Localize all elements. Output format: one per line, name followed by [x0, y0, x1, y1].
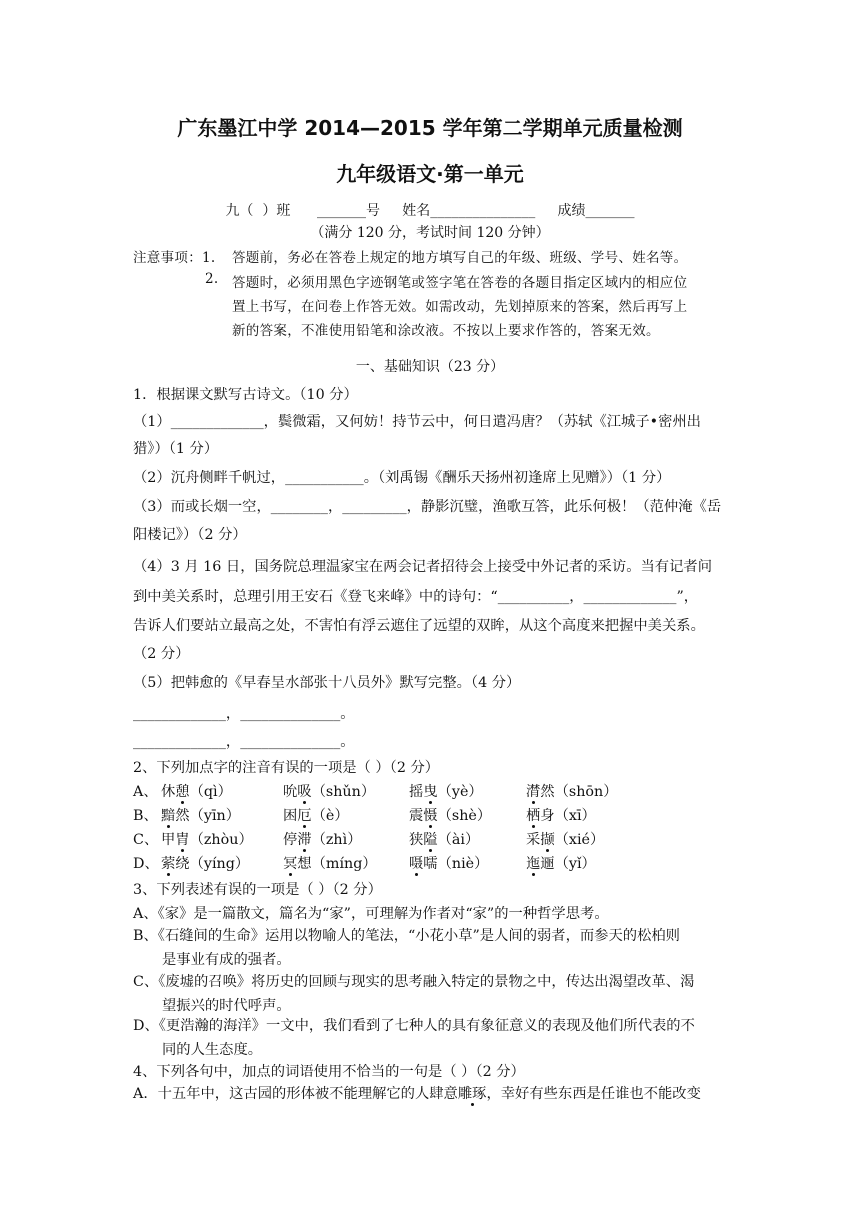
dotted-char: 潸 — [526, 784, 541, 800]
dotted-char: 嗫 — [409, 856, 424, 872]
dotted-char: 厄 — [297, 808, 312, 824]
dotted-char: 栖 — [526, 808, 541, 824]
word-part: （shè） — [437, 808, 492, 824]
word-part: 想（míng） — [297, 856, 377, 872]
word-part: 然（shōn） — [540, 784, 618, 800]
word-part: 停 — [283, 832, 298, 848]
q2-word-d — [526, 853, 596, 873]
word-part: （zhòu） — [189, 832, 253, 848]
dotted-char: 冥 — [283, 856, 298, 872]
q3-stem: 3、下列表述有误的一项是（ ）（2 分） — [133, 882, 382, 898]
q2-option-letter: D、 — [133, 856, 159, 872]
word-part: 逦（yǐ） — [540, 856, 596, 872]
q3-option-a: A、《家》是一篇散文，篇名为“家”，可理解为作者对“家”的一种哲学思考。 — [133, 906, 609, 922]
q1-stem: 1．根据课文默写古诗文。（10 分） — [133, 387, 358, 403]
word-part: （è） — [311, 808, 349, 824]
q2-option-letter: A、 — [133, 784, 158, 800]
word-part: 绕（yíng） — [175, 856, 250, 872]
notice-item-2-num: 2. — [205, 271, 219, 287]
word-part: （ài） — [437, 832, 480, 848]
q2-word-a — [161, 829, 253, 849]
q1-part3-line1: （3）而或长烟一空，________，_________，静影沉璧，渔歌互答，此乐何极！（范仲淹《岳 — [133, 499, 722, 515]
word-part: 摇 — [409, 784, 424, 800]
q3-option-c-line2: 望振兴的时代呼声。 — [162, 998, 291, 1014]
q4-stem: 4、下列各句中，加点的词语使用不恰当的一句是（ ）（2 分） — [133, 1064, 525, 1080]
q1-blank-line2: _____________，______________。 — [133, 734, 355, 750]
word-part: 然（yīn） — [175, 808, 241, 824]
q2-option-letter: C、 — [133, 832, 159, 848]
q1-part5: （5）把韩愈的《早春呈水部张十八员外》默写完整。（4 分） — [133, 675, 521, 691]
dotted-char: 迤 — [526, 856, 541, 872]
q2-word-b — [283, 829, 362, 849]
q2-word-b — [283, 805, 349, 825]
word-part: （yè） — [437, 784, 483, 800]
dotted-char: 曳 — [423, 784, 438, 800]
q1-part4-line1: （4）3 月 16 日，国务院总理温家宝在两会记者招待会上接受中外记者的采访。当有记者问 — [133, 559, 712, 575]
q2-stem: 2、下列加点字的注音有误的一项是（ ）（2 分） — [133, 760, 440, 776]
notice-item-2-line-3: 新的答案，不准使用铅笔和涂改液。不按以上要求作答的，答案无效。 — [232, 323, 660, 339]
q2-word-a — [161, 853, 249, 873]
q1-part1-line2: 猎》）（1 分） — [133, 441, 219, 457]
q4-dotted-word: 雕琢 — [457, 1086, 487, 1102]
q2-word-b — [283, 853, 377, 873]
word-part: 休 — [161, 784, 176, 800]
student-info-line: 九（ ）班 _______号 姓名_______________ 成绩_______ — [225, 203, 635, 219]
q2-word-c — [409, 853, 488, 873]
word-part: 困 — [283, 808, 298, 824]
word-part: （qì） — [189, 784, 232, 800]
q1-part4-line3: 告诉人们要站立最高之处，不害怕有浮云遮住了远望的双眸，从这个高度来把握中美关系。 — [133, 618, 705, 634]
dotted-char: 滞 — [297, 832, 312, 848]
dotted-char: 吸 — [297, 784, 312, 800]
word-part: （shǔn） — [311, 784, 376, 800]
exam-subtitle: 九年级语文·第一单元 — [336, 162, 524, 186]
word-part: 身（xī） — [540, 808, 596, 824]
notice-item-2-line-2: 置上书写，在问卷上作答无效。如需改动，先划掉原来的答案，然后再写上 — [232, 299, 688, 315]
q2-word-b — [283, 781, 375, 801]
q2-word-d — [526, 781, 618, 801]
q2-word-a — [161, 781, 232, 801]
dotted-char: 隘 — [423, 832, 438, 848]
dotted-char: 憩 — [175, 784, 190, 800]
dotted-char: 胄 — [175, 832, 190, 848]
q1-part2: （2）沉舟侧畔千帆过，___________。（刘禹锡《酬乐天扬州初逢席上见赠》）（1 分） — [133, 470, 671, 486]
word-part: 采 — [526, 832, 541, 848]
q2-word-c — [409, 805, 491, 825]
word-part: 狭 — [409, 832, 424, 848]
word-part: （xié） — [554, 832, 605, 848]
notice-item-1: 答题前，务必在答卷上规定的地方填写自己的年级、班级、学号、姓名等。 — [232, 250, 688, 266]
dotted-char: 萦 — [161, 856, 176, 872]
q4-option-a — [133, 1083, 701, 1103]
q1-part4-line4: （2 分） — [133, 646, 190, 662]
dotted-char: 慑 — [423, 808, 438, 824]
q1-blank-line1: _____________，______________。 — [133, 706, 355, 722]
q4-option-a-pre: A．十五年中，这古园的形体被不能理解它的人肆意 — [133, 1086, 458, 1102]
score-time: （满分 120 分，考试时间 120 分钟） — [310, 225, 550, 241]
q3-option-c-line1: C、《废墟的召唤》将历史的回顾与现实的思考融入特定的景物之中，传达出渴望改革、渴 — [133, 974, 695, 990]
q2-option-letter: B、 — [133, 808, 158, 824]
word-part: 吮 — [283, 784, 298, 800]
q3-option-b-line1: B、《石缝间的生命》运用以物喻人的笔法，“小花小草”是人间的弱者，而参天的松柏则 — [133, 928, 680, 944]
q2-word-c — [409, 829, 479, 849]
q1-part3-line2: 阳楼记》）（2 分） — [133, 527, 247, 543]
word-part: 甲 — [161, 832, 176, 848]
section-heading: 一、基础知识（23 分） — [355, 359, 505, 375]
q1-part4-line2: 到中美关系时，总理引用王安石《登飞来峰》中的诗句：“__________，_____________”， — [133, 589, 699, 605]
notice-item-2-line-1: 答题时，必须用黑色字迹钢笔或签字笔在答卷的各题目指定区域内的相应位 — [232, 275, 688, 291]
q2-word-c — [409, 781, 483, 801]
q1-part1-line1: （1）_____________，鬓微霜，又何妨！持节云中，何日遣冯唐？（苏轼《江城子•密州出 — [133, 414, 701, 430]
dotted-char: 黯 — [161, 808, 176, 824]
q2-word-d — [526, 829, 604, 849]
q2-word-a — [161, 805, 240, 825]
exam-title: 广东墨江中学 2014—2015 学年第二学期单元质量检测 — [177, 116, 683, 140]
word-part: （zhì） — [311, 832, 362, 848]
q4-option-a-post: ，幸好有些东西是任谁也不能改变 — [486, 1086, 701, 1102]
dotted-char: 撷 — [540, 832, 555, 848]
q3-option-d-line2: 同的人生态度。 — [162, 1042, 263, 1058]
q3-option-b-line2: 是事业有成的强者。 — [162, 952, 291, 968]
word-part: 震 — [409, 808, 424, 824]
word-part: 嚅（niè） — [423, 856, 489, 872]
q2-word-d — [526, 805, 596, 825]
notice-label: 注意事项：1. — [133, 250, 216, 266]
q3-option-d-line1: D、《更浩瀚的海洋》一文中，我们看到了七种人的具有象征意义的表现及他们所代表的不 — [133, 1018, 695, 1034]
